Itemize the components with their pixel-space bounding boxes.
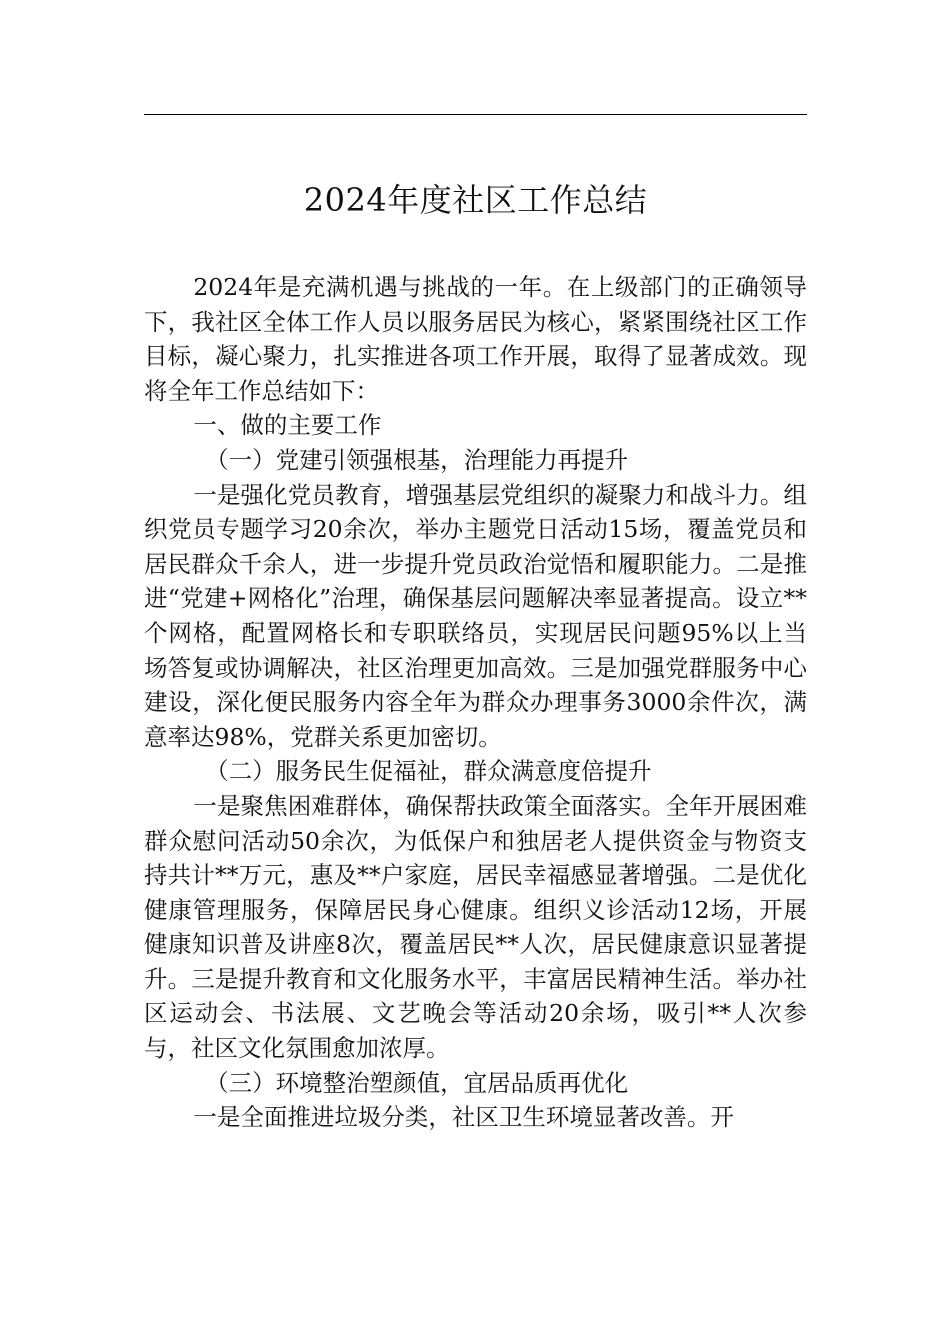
document-title: 2024年度社区工作总结 [303,181,648,219]
header-rule [144,114,807,115]
subsection-1-heading: （一）党建引领强根基，治理能力再提升 [205,445,629,474]
subsection-3-body: 一是全面推进垃圾分类，社区卫生环境显著改善。开 [193,1103,734,1132]
subsection-1-body: 一是强化党员教育，增强基层党组织的凝聚力和战斗力。组织党员专题学习20余次，举办主题党日活动15场，覆盖党员和居民群众千余人，进一步提升党员政治觉悟和履职能力。二是推进“党建+网格化”治理，确保基层问题解决率显著提高。设立**个网格，配置网格长和专职联络员，实现居民问题95%以上当场答复或协调解决，社区治理更加高效。三是加强党群服务中心建设，深化便民服务内容全年为群众办理事务3000余件次，满意率达98%，党群关系更加密切。 [144,480,807,751]
section-1-heading: 一、做的主要工作 [193,411,382,440]
subsection-3-heading: （三）环境整治塑颜值，宜居品质再优化 [205,1068,629,1097]
subsection-2-body: 一是聚焦困难群体，确保帮扶政策全面落实。全年开展困难群众慰问活动50余次，为低保户和独居老人提供资金与物资支持共计**万元，惠及**户家庭，居民幸福感显著增强。二是优化健康管理服务，保障居民身心健康。组织义诊活动12场，开展健康知识普及讲座8次，覆盖居民**人次，居民健康意识显著提升。三是提升教育和文化服务水平，丰富居民精神生活。举办社区运动会、书法展、文艺晚会等活动20余场，吸引**人次参与，社区文化氛围愈加浓厚。 [144,791,807,1063]
intro-paragraph: 2024年是充满机遇与挑战的一年。在上级部门的正确领导下，我社区全体工作人员以服务居民为核心，紧紧围绕社区工作目标，凝心聚力，扎实推进各项工作开展，取得了显著成效。现将全年工作总结如下： [144,273,807,405]
subsection-2-heading: （二）服务民生促福祉，群众满意度倍提升 [205,757,652,786]
document-body [144,270,807,1135]
